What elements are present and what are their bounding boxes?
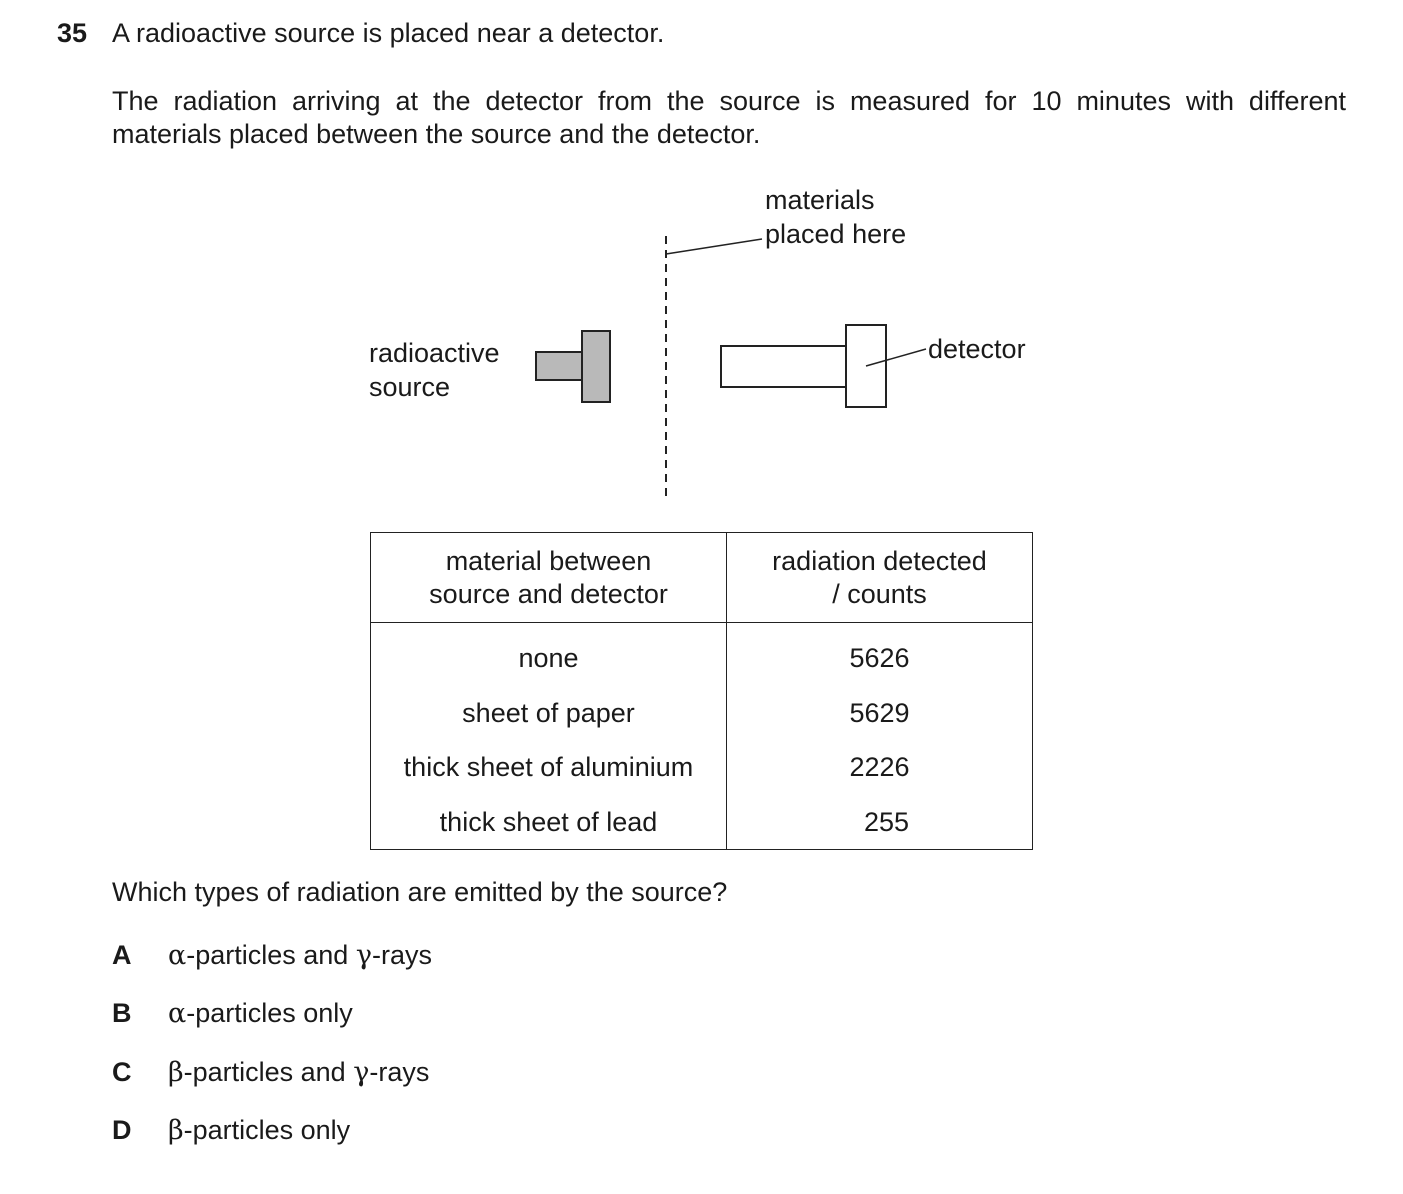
row-counts: 5626 (727, 623, 1033, 686)
table-row (371, 623, 1033, 686)
materials-label-line1: materials (765, 185, 875, 215)
option-b[interactable] (112, 998, 353, 1029)
option-letter: D (112, 1115, 132, 1145)
option-letter: C (112, 1057, 132, 1087)
option-letter: A (112, 940, 132, 970)
header-material-line1: material between (445, 545, 652, 576)
option-greek-symbol: α (168, 998, 187, 1029)
option-text: -particles and (183, 1057, 354, 1087)
option-text: -particles only (183, 1115, 351, 1145)
materials-leader-line (666, 239, 762, 254)
option-text: -particles and (186, 940, 356, 970)
question-prompt: Which types of radiation are emitted by the source? (112, 877, 728, 907)
materials-label-line2: placed here (765, 219, 907, 249)
header-material (371, 533, 727, 623)
option-greek-symbol: γ (353, 1057, 370, 1088)
option-a[interactable] (112, 940, 432, 971)
detector-label: detector (928, 334, 1026, 364)
row-counts: 2226 (727, 740, 1033, 795)
question-paragraph: The radiation arriving at the detector from the source is measured for 10 minutes with different materials placed between the source and the detector. (112, 86, 1346, 149)
source-head (582, 331, 610, 402)
option-letter: B (112, 998, 132, 1028)
question-stem: A radioactive source is placed near a detector. (112, 18, 665, 48)
option-greek-symbol: α (168, 940, 187, 971)
option-d[interactable] (112, 1115, 350, 1146)
header-material-line2: source and detector (429, 578, 668, 609)
option-text: -rays (369, 1057, 430, 1087)
option-text: -particles only (186, 998, 353, 1028)
option-greek-symbol: β (168, 1115, 184, 1146)
materials-label (765, 183, 906, 251)
table-row (371, 795, 1033, 850)
table-row (371, 686, 1033, 741)
row-counts: 5629 (727, 686, 1033, 741)
option-text: -rays (371, 940, 432, 970)
header-counts-line1: radiation detected (772, 545, 987, 576)
source-label-line2: source (369, 372, 451, 402)
table-header-row (371, 533, 1033, 623)
header-counts-line2: / counts (832, 578, 927, 609)
detector-tube (721, 346, 847, 387)
option-greek-symbol: γ (355, 940, 372, 971)
row-material: thick sheet of lead (371, 795, 727, 850)
option-greek-symbol: β (168, 1057, 184, 1088)
source-handle (536, 352, 583, 380)
row-material: none (371, 623, 727, 686)
results-table (370, 532, 1033, 850)
source-label-line1: radioactive (369, 338, 500, 368)
apparatus-diagram (0, 0, 1403, 520)
table-row (371, 740, 1033, 795)
row-counts: 255 (727, 795, 1033, 850)
question-number: 35 (57, 18, 88, 48)
option-c[interactable] (112, 1057, 429, 1088)
header-counts (727, 533, 1033, 623)
source-label (369, 336, 500, 404)
row-material: thick sheet of aluminium (371, 740, 727, 795)
row-material: sheet of paper (371, 686, 727, 741)
